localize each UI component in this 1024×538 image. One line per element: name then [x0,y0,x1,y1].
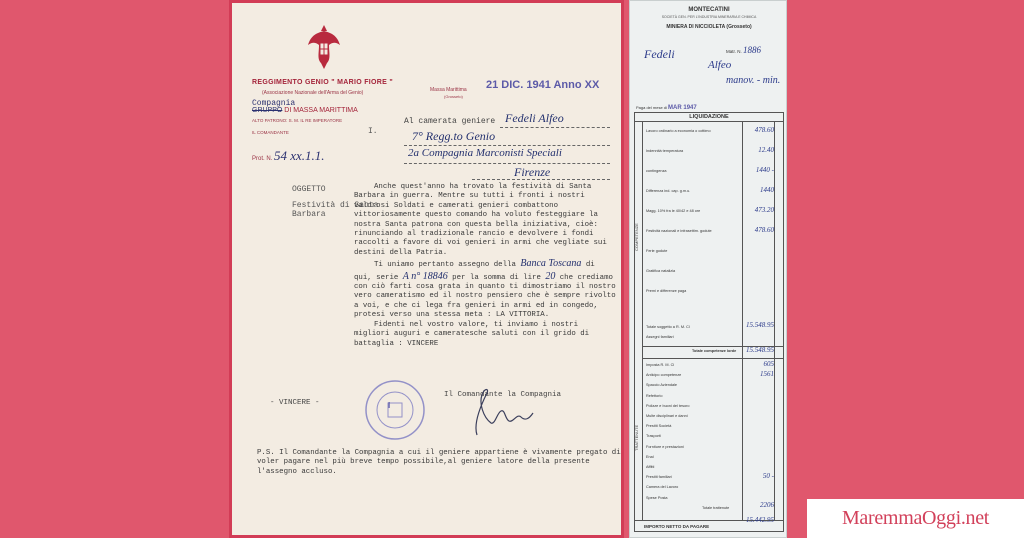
slip-title: MONTECATINI [688,7,730,13]
slip-row-label: Enal [646,454,654,459]
slip-row-label: Trasporti [646,434,661,439]
slip-firstname: Alfeo [708,59,732,71]
slip-row-amount: 12.40 [758,146,774,154]
address-rule [404,145,610,146]
slip-row-amount: 1440 - [755,166,774,174]
letterhead-group-place: DI MASSA MARITTIMA [284,107,358,114]
slip-surname: Fedeli [644,47,675,61]
slip-row-label: Premi e differenze paga [646,289,687,293]
address-city: Firenze [514,165,551,179]
brand-watermark [807,499,1024,538]
signature-icon [447,383,547,438]
slip-row-label: Differenza ind. cap. g.m.u. [646,189,691,193]
liquidazione-header: LIQUIDAZIONE [634,112,784,122]
address-rule [472,179,610,180]
slip-row-label: Anticipo competenze [646,373,682,378]
slip-row-label: contingenza [646,169,667,173]
address-label: Al camerata geniere [404,117,496,126]
body-paragraph: Fidenti nel vostro valore, ti inviamo i nostri migliori auguri e cameratesche saluti con il grido di battaglia : VINCERE [354,320,590,348]
slip-row-label: Indennità temperatura [646,149,684,153]
totale-lordo-amount: 15.548.95 [746,346,774,354]
slip-row-label: Imposta R. M. Cl [646,363,675,367]
postscript: P.S. Il Comandante la Compagnia a cui il geniere appartiene è vivamente pregato di voler pagare nel più breve tempo possibile,al geniere latore della presente l'assegno accluso. [257,449,621,476]
letterhead-group-struck: GRUPPO [252,107,283,114]
letterhead-subtitle: (Associazione Nazionale dell'Arma del Genio) [262,90,364,96]
slip-row-label: Polizze e buoni del tesoro [646,403,690,408]
slip-row-amount: 1561 [760,370,774,379]
slip-row-label: Refettorio [646,393,663,398]
payroll-slip [629,0,787,538]
slip-row-label: Prestiti familiari [646,475,672,480]
letterhead-company: Compagnia [252,99,296,108]
slip-row-label: Affitti [646,465,655,469]
slip-paga [636,105,697,111]
body-text-part: che crediamo con ciò farti cosa grata in quanto ti dimostriamo il nostro vero cameratismo ed il nostro pensiero che è sempre rivolto a voi, e che ci lega fra genieri in armi ed in congedo, protesi verso una stessa meta : LA VITTORIA. [354,273,616,320]
address-rule [404,163,610,164]
matricola-value: 1886 [743,45,762,55]
totale-soggetto-amount: 15.548.95 [746,321,774,329]
totale-soggetto-label: Totale soggetto a R. M. Cl [646,325,690,329]
slip-row-label: Spaccio Aziendale [646,383,678,388]
place-label: Massa Marittima [430,87,467,93]
slip-row-amount: 473.20 [754,206,774,214]
assegni-label: Assegni familiari [646,335,674,339]
slip-row-label: Ferie godute [646,249,668,253]
address-regiment: 7° Regg.to Genio [412,129,496,143]
handwritten-amount: 20 [545,270,556,282]
subject-text: Festività di Santa Barbara [292,201,379,219]
totale-trattenute-label: Totale trattenute [702,506,730,510]
slip-row-label: Lavoro ordinario a economia o cottimo [646,129,711,133]
protocol-label: Prot. N. [252,156,273,162]
letterhead-group [252,107,358,114]
letterhead-title: REGGIMENTO GENIO " MARIO FIORE " [252,79,393,86]
letter-body [354,183,616,349]
brand-logo-text: MaremmaOggi.net [841,507,990,529]
address-rule [500,127,610,128]
netto-amount: 15.442.95 [746,516,774,524]
slip-row-label: Magg. 10% fra le 40/42 e 48 ore [646,209,701,213]
slip-matricola [726,45,761,55]
eagle-crest-icon [307,23,341,71]
letterhead-patrono: ALTO PATRONO: S. M. IL RE IMPERATORE [252,118,343,123]
slip-row-label: Multe disciplinari e danni [646,414,688,418]
slip-row-label: Gratifica natalizia [646,269,676,273]
column-rule [742,122,743,520]
subject-label: OGGETTO [292,185,326,194]
trattenute-side [634,358,643,520]
slip-row-amount: 478.60 [754,126,774,134]
totale-trattenute-amount: 2206 [760,501,774,509]
body-paragraph: Anche quest'anno ha trovato la festività di Santa Barbara in guerra. Mentre su tutti i fronti i nostri valorosi Soldati e camerati genieri combattono vittoriosamente questo comando ha voluto festeggiare la nostra Santa patrona con questa bella iniziativa, cioè: rinunciando al tradizionale rancio e devolvere i fondi raccolti a favore di voi genieri in armi che vegliate sui destini della Patria. [354,183,607,257]
paga-value: MAR 1947 [668,105,697,111]
date-stamp: 21 DIC. 1941 Anno XX [486,79,600,91]
slip-row-amount: 478.60 [754,226,774,234]
trattenute-label: TRATTENUTE [634,424,639,452]
netto-label: IMPORTO NETTO DA PAGARE [634,520,784,532]
slip-row-amount: 50 - [762,472,774,481]
paga-label: Paga del mese di [636,105,667,110]
address-company: 2a Compagnia Marconisti Speciali [408,147,562,159]
matricola-label: Matr. N. [726,49,742,54]
column-rule [774,122,775,520]
slip-row-amount: 605 [763,360,774,368]
address-name: Fedeli Alfeo [505,111,564,125]
slip-row-label: Festività nazionali e infrasettim. godute [646,229,712,233]
body-paragraph [354,258,616,320]
competenze-side [634,122,643,358]
competenze-label: COMPETENZE [634,223,639,251]
slip-qualifica: manov. - min. [726,75,781,86]
comandante-mark: I. [368,127,378,136]
slip-row-label: Spese Posta [646,495,668,500]
body-text-part: per la somma di lire [452,273,541,282]
slip-row-label: Prestiti Società [646,424,672,429]
slip-mine: MINIERA DI NICCIOLETA (Grosseto) [666,24,752,30]
signoff: Il Comandante la Compagnia [444,391,562,399]
protocol-number [252,148,325,164]
body-text-part: Ti uniamo pertanto assegno della [374,261,516,270]
letter-document [229,0,624,538]
row-rule [643,358,784,359]
stamp-mark: I [388,401,391,410]
slip-row-label: Forniture e prestazioni [646,444,684,449]
totale-lordo-label: Totale competenze lorde [692,349,737,353]
body-text-part: di qui, serie [354,261,595,282]
slip-row-label: Camera del Lavoro [646,485,679,490]
letterhead-comandante: IL COMANDANTE [252,130,289,135]
slip-subtitle: SOCIETÀ GEN. PER L'INDUSTRIA MINERARIA E CHIMICA [661,15,757,19]
slip-row-amount: 1440 [760,186,774,194]
place-sub: (Grosseto) [444,94,463,99]
handwritten-series: A n° 18846 [402,270,448,282]
round-stamp-icon [364,379,426,441]
closing-motto: - VINCERE - [270,399,320,407]
handwritten-bank: Banca Toscana [520,258,582,270]
protocol-value: 54 xx.1.1. [274,148,325,163]
